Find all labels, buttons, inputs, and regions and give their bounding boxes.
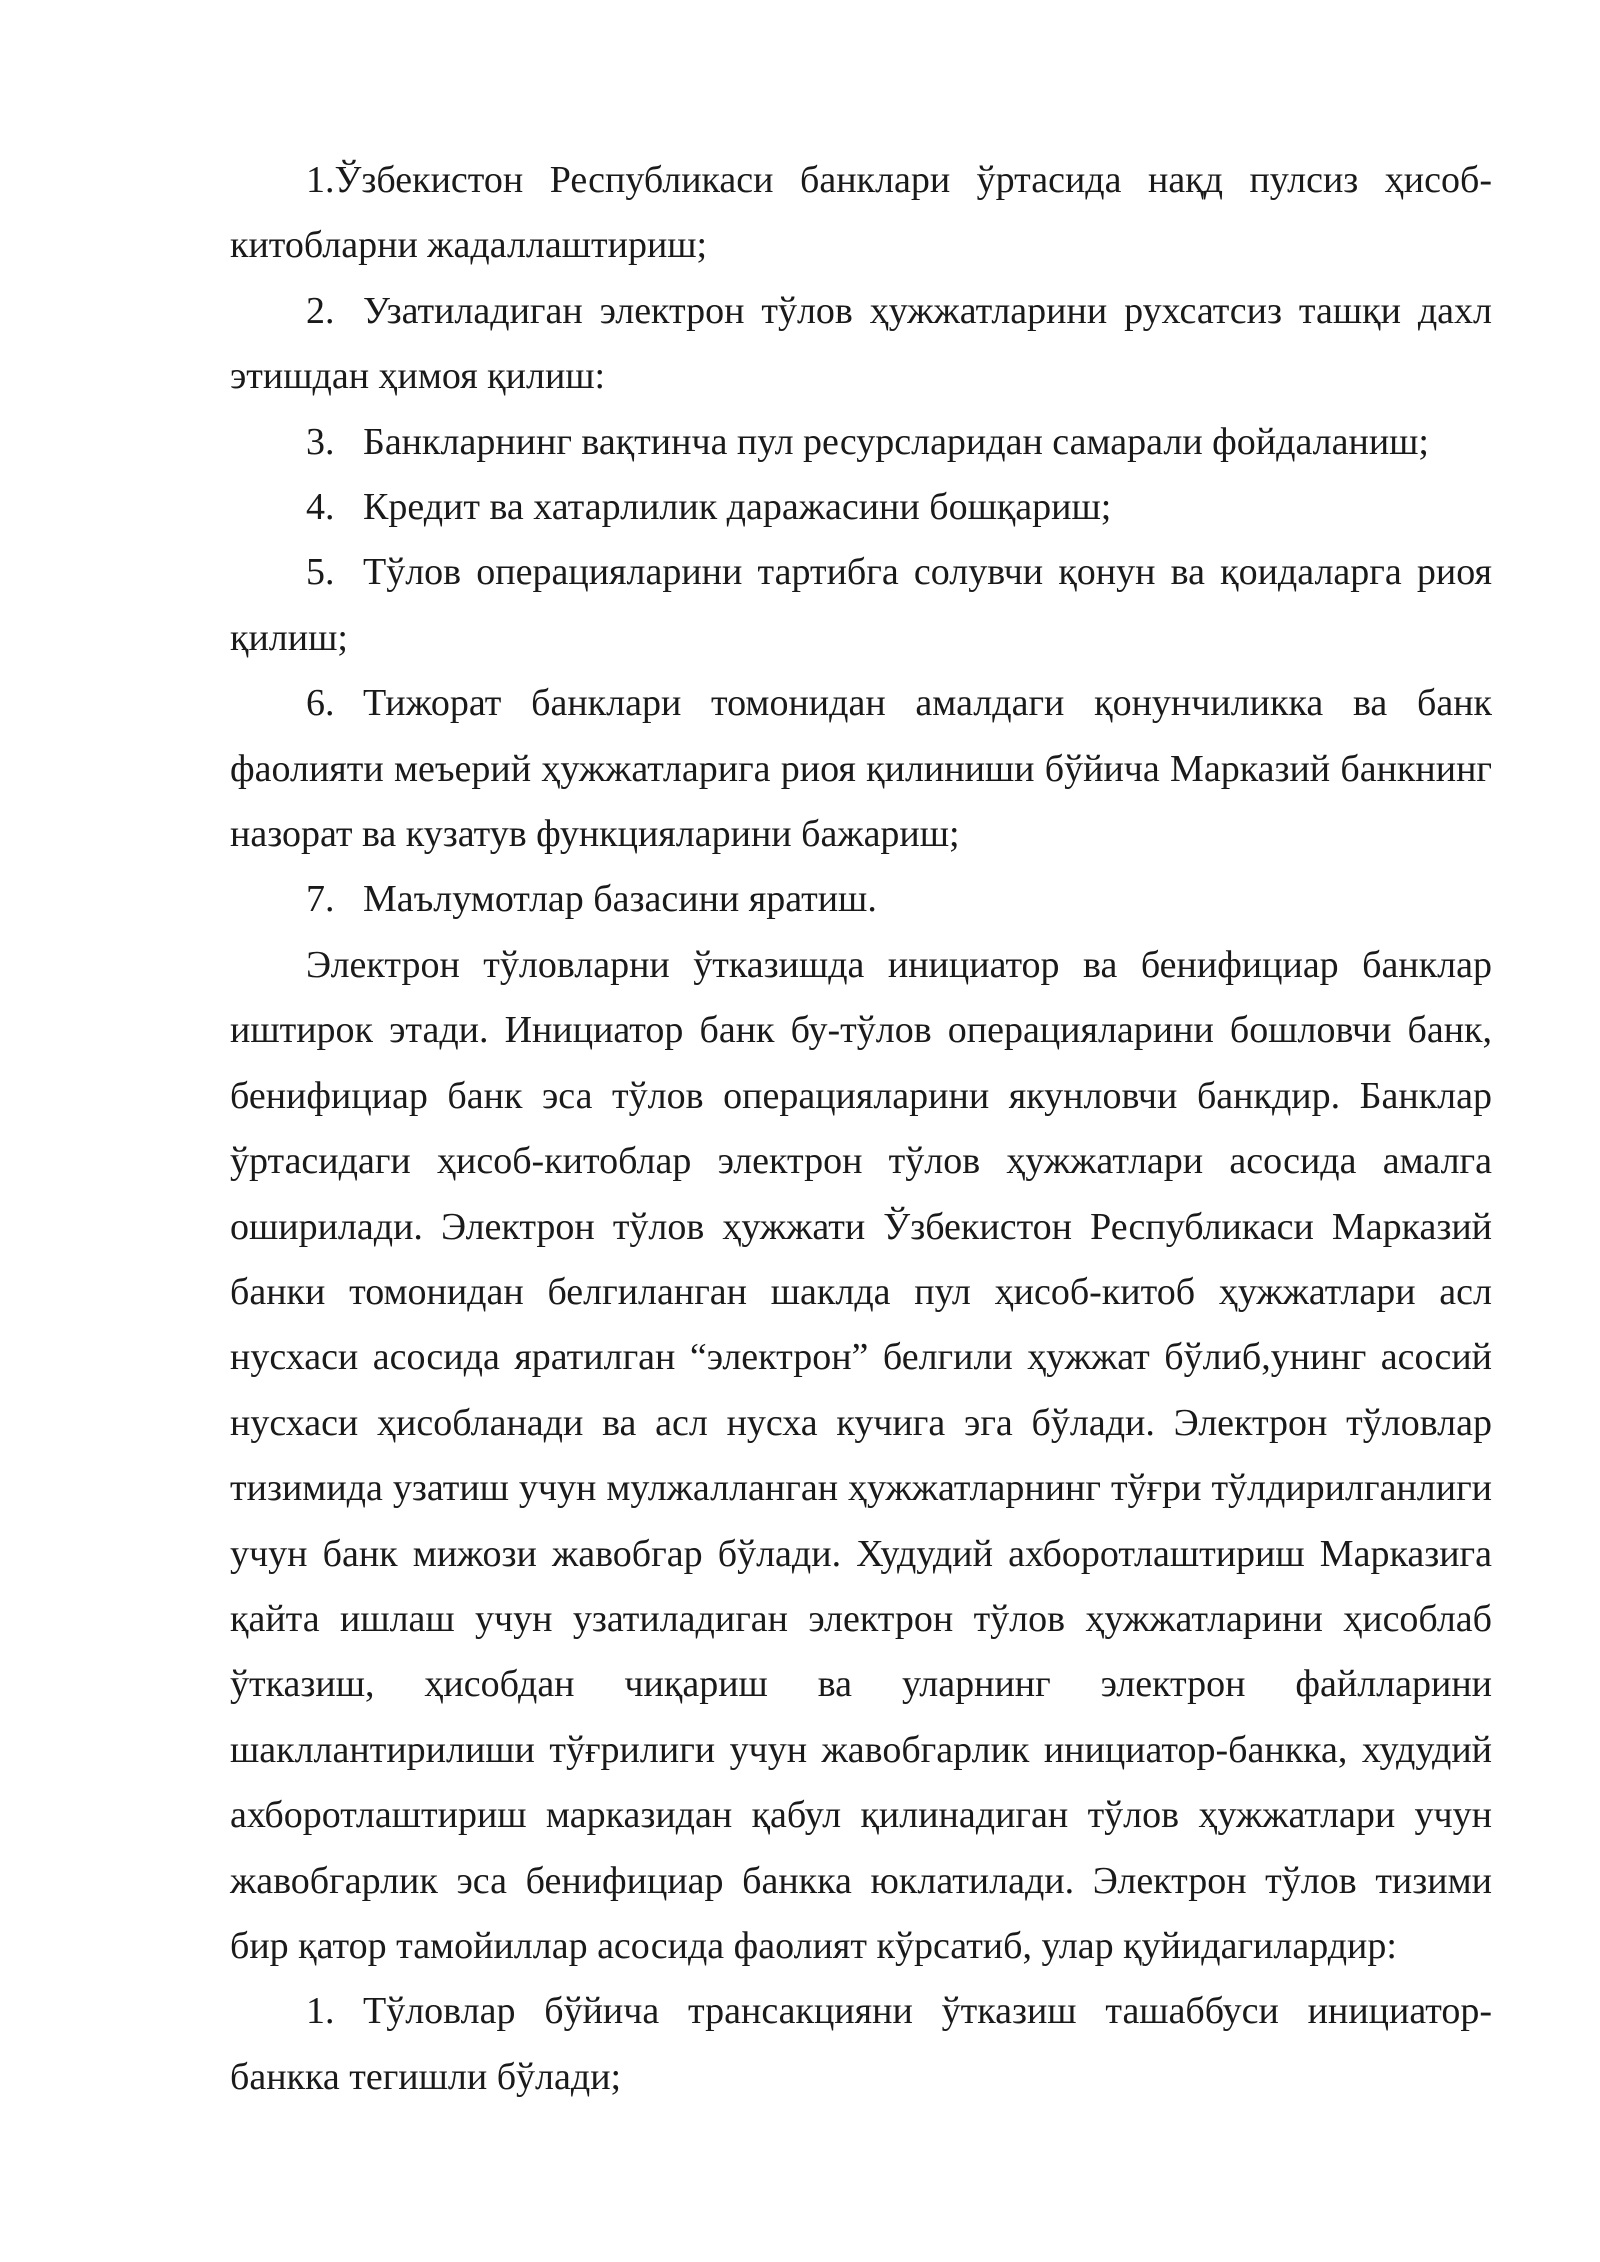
list-item-2 bbox=[230, 279, 1492, 410]
list-number: 3. bbox=[306, 420, 335, 463]
paragraph-text: Тўлов операцияларини тартибга солувчи қонун ва қоидаларга риоя қилиш; bbox=[230, 551, 1492, 659]
list-item-5 bbox=[230, 540, 1492, 671]
list-number: 7. bbox=[306, 878, 335, 921]
paragraph-text: Тўловлар бўйича трансакцияни ўтказиш ташаббуси инициатор-банкка тегишли бўлади; bbox=[230, 1990, 1492, 2098]
list-number: 4. bbox=[306, 486, 335, 529]
list-number: 5. bbox=[306, 551, 335, 594]
list-number: 2. bbox=[306, 289, 335, 332]
paragraph-text: 1.Ўзбекистон Республикаси банклари ўртасида нақд пулсиз ҳисоб-китобларни жадаллаштириш; bbox=[230, 159, 1492, 267]
paragraph-text: Узатиладиган электрон тўлов ҳужжатларини рухсатсиз ташқи дахл этишдан ҳимоя қилиш: bbox=[230, 289, 1492, 398]
paragraph-text: Банкларнинг вақтинча пул ресурсларидан самарали фойдаланиш; bbox=[363, 420, 1429, 463]
list-item-3 bbox=[230, 410, 1492, 475]
list-item-4 bbox=[230, 475, 1492, 540]
paragraph-text: Тижорат банклари томонидан амалдаги қонунчиликка ва банк фаолияти меъерий ҳужжатларига риоя қилиниши бўйича Марказий банкнинг назорат ва кузатув функцияларини бажариш; bbox=[230, 682, 1492, 856]
list-item-1 bbox=[230, 148, 1492, 279]
paragraph-text: Электрон тўловларни ўтказишда инициатор ва бенифициар банклар иштирок этади. Инициатор банк бу-тўлов операцияларини бошловчи банк, бенифициар банк эса тўлов операцияларини якунловчи банкдир. Банклар ўртасидаги ҳисоб-китоблар электрон тўлов ҳужжатлари асосида амалга оширилади. Электрон тўлов ҳужжати Ўзбекистон Республикаси Марказий банки томонидан белгиланган шаклда пул ҳисоб-китоб ҳужжатлари асл нусхаси асосида яратилган “электрон” белгили ҳужжат бўлиб,унинг асосий нусхаси ҳисобланади ва асл нусха кучига эга бўлади. Электрон тўловлар тизимида узатиш учун мулжалланган ҳужжатларнинг тўғри тўлдирилганлиги учун банк мижози жавобгар бўлади. Худудий ахборотлаштириш Марказига қайта ишлаш учун узатиладиган электрон тўлов ҳужжатларини ҳисоблаб ўтказиш, ҳисобдан чиқариш ва уларнинг электрон файлларини шакллантирилиши тўғрилиги учун жавобгарлик инициатор-банкка, худудий ахборотлаштириш марказидан қабул қилинадиган тўлов ҳужжатлари учун жавобгарлик эса бенифициар банкка юклатилади. Электрон тўлов тизими бир қатор тамойиллар асосида фаолият кўрсатиб, улар қуйидагилардир: bbox=[230, 943, 1492, 1967]
list-item-6 bbox=[230, 671, 1492, 867]
principle-item-1 bbox=[230, 1979, 1492, 2110]
list-item-7 bbox=[230, 867, 1492, 932]
list-number: 1. bbox=[306, 1990, 335, 2033]
list-number: 6. bbox=[306, 682, 335, 725]
body-paragraph bbox=[230, 933, 1492, 1980]
paragraph-text: Маълумотлар базасини яратиш. bbox=[363, 878, 877, 921]
document-page bbox=[230, 148, 1492, 2110]
paragraph-text: Кредит ва хатарлилик даражасини бошқариш; bbox=[363, 486, 1112, 529]
